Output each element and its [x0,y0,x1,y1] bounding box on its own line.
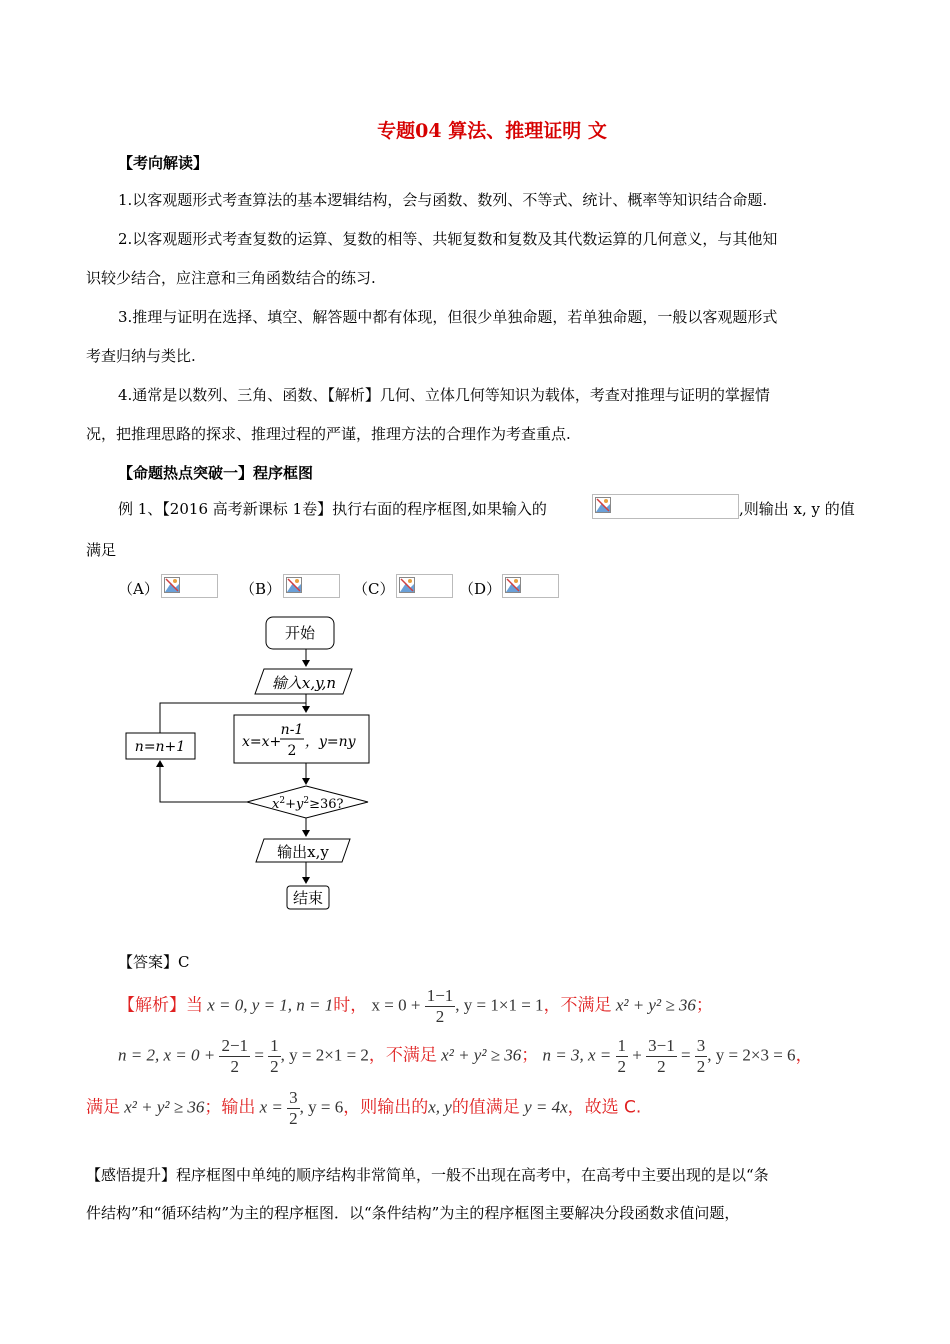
solution-math: + [632,1045,642,1065]
solution-math: x = 0, y = 1, n = 1 [207,995,334,1015]
flow-cond-rest: ≥36? [309,797,344,812]
answer: 【答案】C [118,953,190,971]
paragraph-4-line-1: 4.通常是以数列、三角、函数、【解析】几何、立体几何等知识为载体，考查对推理与证明的掌握情 [118,386,770,404]
solution-text: 时， [333,995,368,1016]
option-b-label: （B） [240,580,282,598]
flow-input-label: 输入x,y,n [271,674,337,692]
solution-text: ；输出 [204,1097,256,1118]
solution-text: 的值满足 [451,1097,520,1118]
flow-cond-sup-2: 2 [303,796,310,806]
example-text-end: ,则输出 x, y 的值 [739,500,855,518]
solution-math: x, y [428,1097,452,1117]
solution-math: x² + y² ≥ 36 [441,1045,522,1065]
option-c-label: （C） [353,580,395,598]
option-a-label: （A） [118,580,159,598]
flow-increment-label: n=n+1 [134,739,186,755]
solution-text: ，不满足 [543,995,612,1016]
solution-text: 当 [186,995,203,1016]
solution-text: ， [795,1045,813,1065]
flow-frac-den: 2 [287,743,297,759]
solution-math: n = 2, x = 0 + [118,1045,216,1065]
paragraph-2-line-2: 识较少结合，应注意和三角函数结合的练习. [86,269,376,287]
solution-math: y = 4x [524,1097,568,1117]
solution-text: ； [521,1045,539,1065]
flow-cond-y: +y [285,797,304,812]
solution-fraction: $\frac{1}{2}$ [270,1036,279,1076]
flow-end-label: 结束 [292,889,324,907]
flow-assign-post: ，y=ny [305,734,356,750]
solution-math: , y = 1×1 = 1 [455,995,544,1015]
solution-text: 满足 [86,1097,120,1118]
solution-math: x² + y² ≥ 36 [124,1097,205,1117]
flow-start-label: 开始 [284,624,316,642]
solution-math: n = 3, x = [542,1045,612,1065]
solution-line-3 [86,1088,641,1129]
solution-fraction: $\frac{2-1}{2}$ [221,1036,249,1076]
page-title: 专题04 算法、推理证明 文 [377,120,607,142]
insight-line-2: 件结构”和“循环结构”为主的程序框图．以“条件结构”为主的程序框图主要解决分段函数求值问题， [86,1204,740,1222]
flow-cond-sup-1: 2 [279,796,286,806]
solution-math: x² + y² ≥ 36 [615,995,696,1015]
insight-line-1: 【感悟提升】程序框图中单纯的顺序结构非常简单，一般不出现在高考中，在高考中主要出现的是以“条 [86,1166,769,1184]
solution-fraction: $\frac{1-1}{2}$ [426,986,454,1026]
flow-assign-pre: x=x+ [242,734,282,750]
flow-output-label: 输出x,y [277,843,329,861]
solution-math: , y = 2×1 = 2 [280,1045,369,1065]
solution-tag: 【解析】 [118,995,186,1016]
solution-text: ，不满足 [368,1045,437,1066]
flow-cond-x: x [272,797,280,812]
solution-math: = [254,1045,264,1065]
paragraph-2-line-1: 2.以客观题形式考查复数的运算、复数的相等、共轭复数和复数及其代数运算的几何意义，与其他知 [118,230,778,248]
solution-fraction: $\frac{1}{2}$ [617,1036,627,1076]
solution-text: ； [695,995,713,1015]
solution-math: x = 0 + [371,995,421,1015]
paragraph-3-line-2: 考查归纳与类比. [86,347,196,365]
solution-fraction: $\frac{3}{2}$ [696,1036,706,1076]
example-text-line-2: 满足 [86,541,117,559]
section-heading-exam-trends: 【考向解读】 [118,154,209,172]
solution-line-2 [118,1036,813,1077]
flow-frac-num: n-1 [280,722,304,738]
solution-fraction: $\frac{3-1}{2}$ [648,1036,675,1076]
section-heading-hotspot-1: 【命题热点突破一】程序框图 [118,464,314,482]
solution-text: ，故选 C. [567,1097,642,1118]
solution-math: , y = 2×3 = 6 [707,1045,796,1065]
solution-fraction: $\frac{3}{2}$ [289,1088,298,1128]
solution-math: x = [259,1097,283,1117]
paragraph-1: 1.以客观题形式考查算法的基本逻辑结构，会与函数、数列、不等式、统计、概率等知识结合命题. [118,191,768,209]
solution-text: ，则输出的 [343,1097,429,1118]
paragraph-4-line-2: 况，把推理思路的探求、推理过程的严谨，推理方法的合理作为考查重点. [86,425,571,443]
option-d-label: （D） [459,580,502,598]
solution-math: = [680,1045,691,1065]
paragraph-3-line-1: 3.推理与证明在选择、填空、解答题中都有体现，但很少单独命题，若单独命题，一般以客观题形式 [118,308,778,326]
solution-line-1 [118,986,713,1027]
solution-math: , y = 6 [299,1097,344,1117]
example-text: 例 1、【2016 高考新课标 1卷】执行右面的程序框图,如果输入的 [118,500,547,518]
